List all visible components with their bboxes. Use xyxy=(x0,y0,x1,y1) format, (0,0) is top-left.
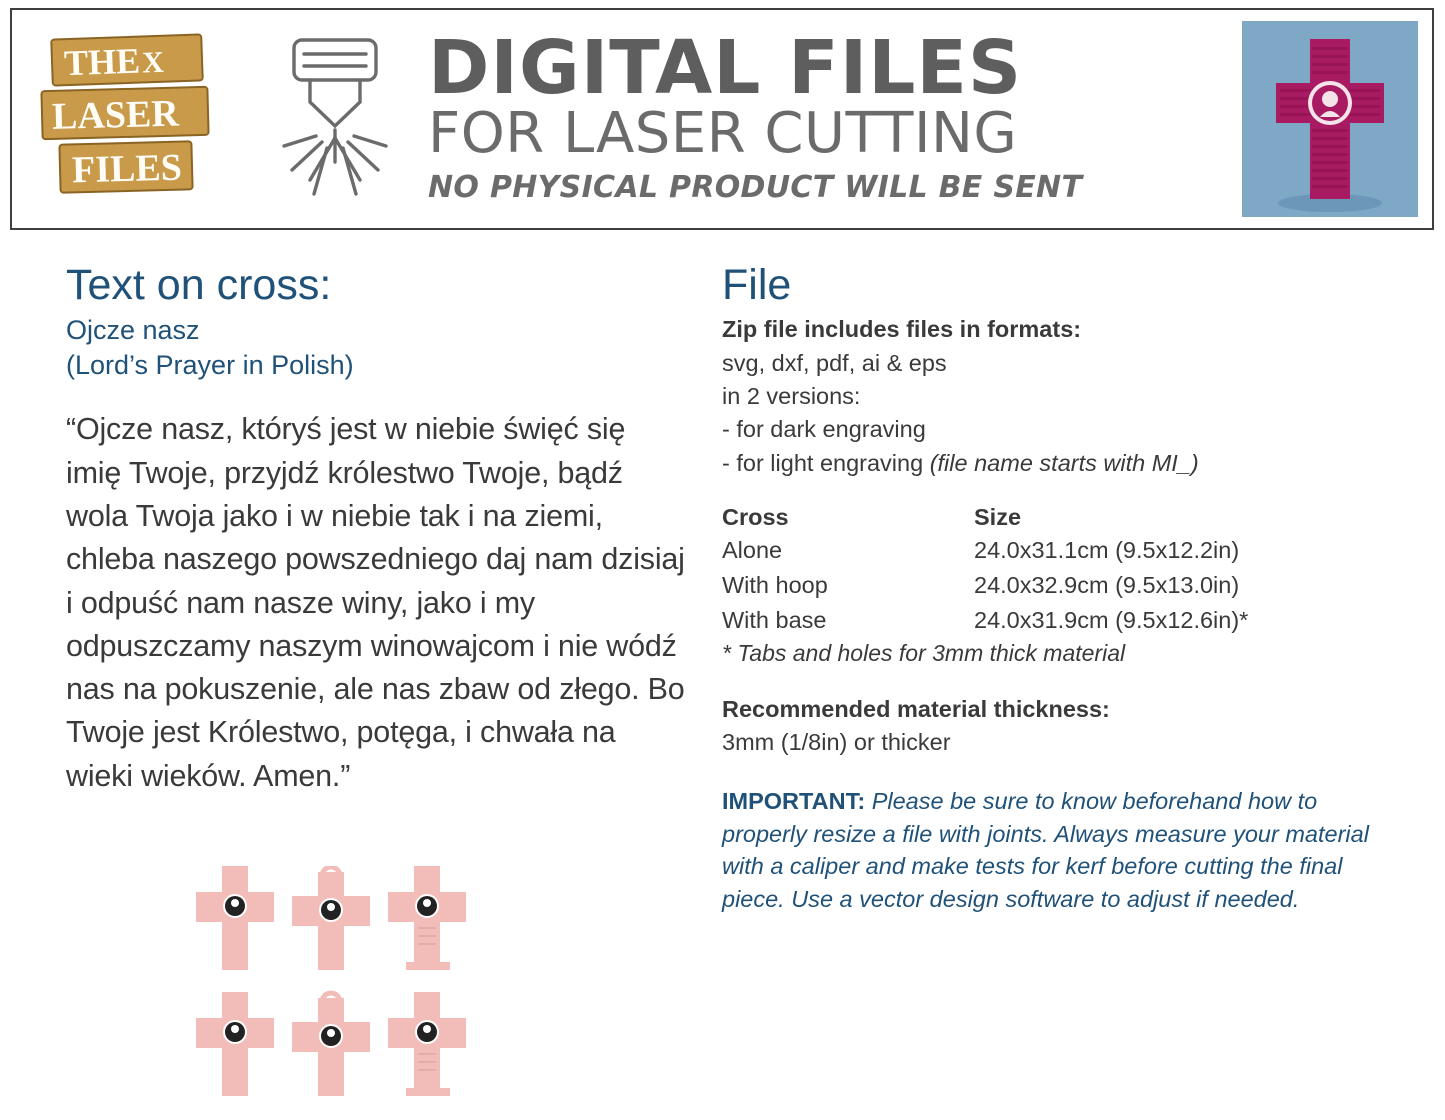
laser-head-icon xyxy=(270,30,400,215)
brand-line-3: FILES xyxy=(71,146,183,192)
version-light-prefix: - for light engraving xyxy=(722,449,930,476)
subtitle-prayer-language: (Lord’s Prayer in Polish) xyxy=(66,349,354,380)
header-banner xyxy=(10,8,1434,230)
cross-samples-graphic xyxy=(196,866,486,1106)
brand-line-2: LASER xyxy=(51,92,180,138)
important-body: Please be sure to know beforehand how to properly resize a file with joints. Always measure your material with a caliper and make tests for kerf before cutting the final piece. Use a vector design software to adjust if needed. xyxy=(722,788,1369,912)
brand-line-1: THE xyxy=(63,40,141,84)
thickness-block xyxy=(722,693,1402,760)
brand-x: X xyxy=(141,45,165,80)
left-column xyxy=(66,262,686,798)
table-header-row xyxy=(722,504,1402,533)
column-header-cross: Cross xyxy=(722,504,789,531)
right-column xyxy=(722,262,1402,915)
zip-formats-heading: Zip file includes files in formats: xyxy=(722,316,1082,343)
header-title-block xyxy=(428,24,1242,206)
table-row xyxy=(722,603,1402,638)
thickness-value: 3mm (1/8in) or thicker xyxy=(722,729,951,756)
title-no-physical-product: NO PHYSICAL PRODUCT WILL BE SENT xyxy=(428,170,1083,206)
table-row xyxy=(722,568,1402,603)
cell-size-alone: 24.0x31.1cm (9.5x12.2in) xyxy=(974,537,1240,564)
cell-cross-base: With base xyxy=(722,606,827,633)
important-label: IMPORTANT: xyxy=(722,788,866,815)
version-light-engraving xyxy=(722,447,1402,480)
cell-cross-alone: Alone xyxy=(722,537,783,564)
page-title-text-on-cross: Text on cross: xyxy=(66,261,332,309)
prayer-text: “Ojcze nasz, któryś jest w niebie święć się imię Twoje, przyjdź królestwo Twoje, bądź wola Twoja jako i w niebie tak i na ziemi, chleba naszego powszedniego daj nam dzisiaj i odpuść nam nasze winy, jako i my odpuszczamy naszym winowajcom i nie wódź nas na pokuszenie, ale nas zbaw od złego. Bo Twoje jest Królestwo, potęga, i chwała na wieki wieków. Amen.” xyxy=(66,412,685,793)
product-thumbnail xyxy=(1242,21,1418,217)
title-for-laser-cutting: FOR LASER CUTTING xyxy=(428,101,1018,167)
important-note xyxy=(722,785,1402,915)
cell-size-hoop: 24.0x32.9cm (9.5x13.0in) xyxy=(974,571,1240,598)
cell-size-base: 24.0x31.9cm (9.5x12.6in)* xyxy=(974,606,1249,633)
version-dark-engraving: - for dark engraving xyxy=(722,416,926,443)
size-table xyxy=(722,504,1402,638)
title-digital-files: DIGITAL FILES xyxy=(428,24,1023,111)
version-light-filename-note: (file name starts with MI_) xyxy=(929,449,1199,476)
thickness-heading: Recommended material thickness: xyxy=(722,695,1110,722)
cross-sample-grid xyxy=(196,866,486,1106)
brand-logo-graphic xyxy=(34,19,224,219)
brand-logo xyxy=(34,19,224,219)
section-title-file: File xyxy=(722,261,792,309)
table-row xyxy=(722,533,1402,568)
column-header-size: Size xyxy=(974,504,1022,531)
table-footnote: * Tabs and holes for 3mm thick material xyxy=(722,639,1126,666)
cell-cross-hoop: With hoop xyxy=(722,571,828,598)
formats-list: svg, dxf, pdf, ai & eps xyxy=(722,349,947,376)
subtitle-prayer-name: Ojcze nasz xyxy=(66,315,200,346)
versions-heading: in 2 versions: xyxy=(722,383,861,410)
